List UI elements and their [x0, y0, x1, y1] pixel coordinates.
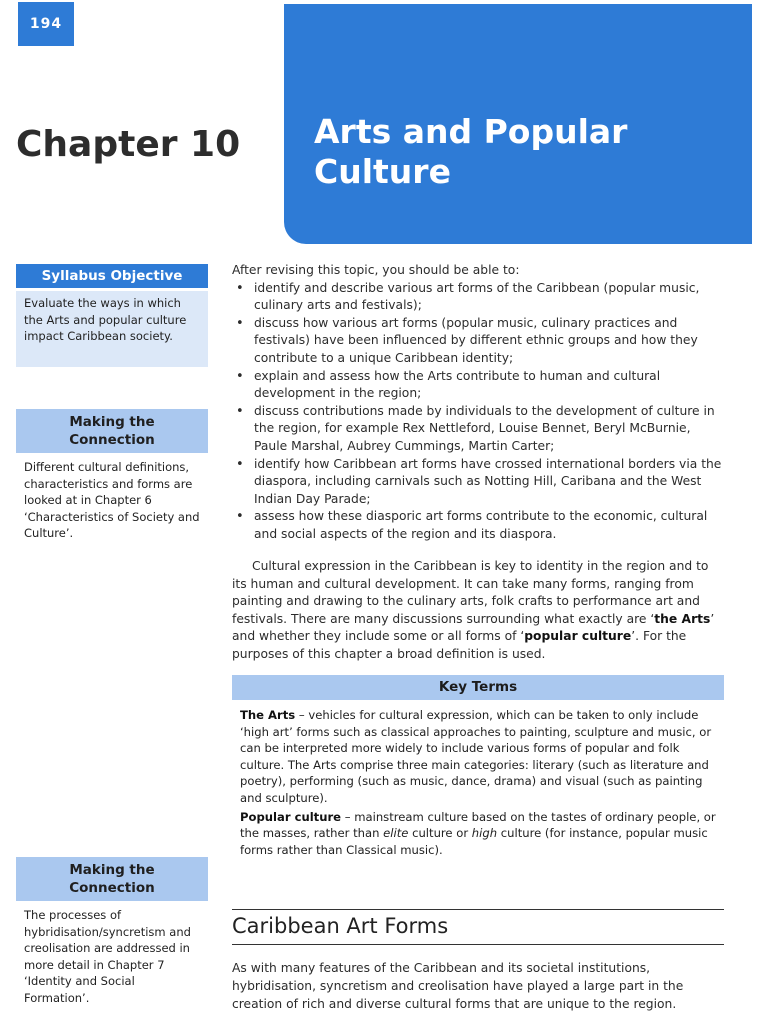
section-rule-top — [232, 909, 724, 910]
section-rule-bottom — [232, 944, 724, 945]
making-connection-text-2: The processes of hybridisation/syncretism and creolisation are addressed in more detail in Chapter 7 ‘Identity and Social Formation’. — [24, 908, 191, 1005]
chapter-title-box — [284, 4, 752, 244]
intro-paragraph — [232, 558, 726, 664]
syllabus-objective-heading: Syllabus Objective — [16, 264, 208, 288]
key-term-popular-culture — [240, 809, 724, 859]
making-connection-heading-1-line2: Connection — [69, 432, 155, 448]
key-terms-heading: Key Terms — [232, 675, 724, 700]
term-popular-culture: popular culture — [524, 629, 632, 644]
objective-item: • explain and assess how the Arts contribute to human and cultural development in the region; — [232, 368, 726, 403]
chapter-title-line1: Arts and Popular — [314, 112, 628, 151]
paragraph-text: ’. For the purposes of this chapter a broad definition is used. — [232, 629, 687, 661]
objective-item: • identify how Caribbean art forms have crossed international borders via the diaspora, including carnivals such as Notting Hill, Caribana and the West Indian Day Parade; — [232, 456, 726, 509]
objectives-list — [232, 280, 726, 544]
section-title: Caribbean Art Forms — [232, 914, 449, 938]
key-term-label: Popular culture — [240, 809, 342, 824]
paragraph-text: ’ and whether they include some or all forms of ‘ — [232, 611, 715, 644]
chapter-title-line2: Culture — [314, 151, 451, 191]
term-the-arts: the Arts — [654, 611, 711, 626]
key-term-definition: – mainstream culture based on the tastes of ordinary people, or the masses, rather than — [240, 809, 716, 841]
key-term-definition: culture or — [408, 826, 472, 841]
key-term-emphasis: high — [471, 826, 498, 841]
key-term-emphasis: elite — [383, 826, 409, 841]
objective-item: • discuss contributions made by individuals to the development of culture in the region, for example Rex Nettleford, Louise Bennet, Beryl McBurnie, Paule Marshal, Aubrey Cummings, Martin Carter; — [232, 403, 726, 456]
objective-item: • identify and describe various art forms of the Caribbean (popular music, culinary arts and festivals); — [232, 280, 726, 315]
making-connection-heading-2-line2: Connection — [69, 880, 155, 896]
objectives-intro: After revising this topic, you should be able to: — [232, 263, 520, 277]
section-text: As with many features of the Caribbean and its societal institutions, hybridisation, syncretism and creolisation have played a large part in the creation of rich and diverse cultural forms that are unique to the region. — [232, 961, 684, 1011]
making-connection-heading-1-line1: Making the — [69, 414, 155, 430]
making-connection-heading-2-line1: Making the — [69, 862, 155, 878]
key-term-the-arts — [240, 707, 724, 807]
objective-item: • assess how these diasporic art forms contribute to the economic, cultural and social aspects of the region and its diaspora. — [232, 508, 726, 543]
page-number: 194 — [18, 2, 74, 46]
syllabus-objective-text: Evaluate the ways in which the Arts and popular culture impact Caribbean society. — [16, 291, 208, 367]
key-term-definition: culture (for instance, popular music forms rather than Classical music). — [240, 826, 708, 857]
making-connection-heading-1 — [16, 409, 208, 453]
key-terms-body — [240, 707, 724, 858]
key-term-definition: – vehicles for cultural expression, which can be taken to only include ‘high art’ forms such as classical approaches to painting, sculpture and music, or can be interpreted more widely to include various forms of popular and folk culture. The Arts comprise three main categories: literary (such as literature and poetry), performing (such as music, dance, drama) and visual (such as painting and sculpture). — [240, 708, 712, 805]
objective-item: • discuss how various art forms (popular music, culinary practices and festivals) have been influenced by different ethnic groups and how they contribute to a unique Caribbean identity; — [232, 315, 726, 368]
key-term-label: The Arts — [240, 708, 296, 722]
objectives-block — [232, 262, 726, 544]
making-connection-text-1: Different cultural definitions, characteristics and forms are looked at in Chapter 6 ‘Characteristics of Society and Culture’. — [24, 460, 200, 540]
chapter-label: Chapter 10 — [16, 124, 241, 165]
making-connection-heading-2 — [16, 857, 208, 901]
paragraph-text: Cultural expression in the Caribbean is key to identity in the region and to its human and cultural development. It can take many forms, ranging from painting and drawing to the culinary arts, folk crafts to performance art and festivals. There are many discussions surrounding what exactly are ‘ — [232, 559, 709, 626]
